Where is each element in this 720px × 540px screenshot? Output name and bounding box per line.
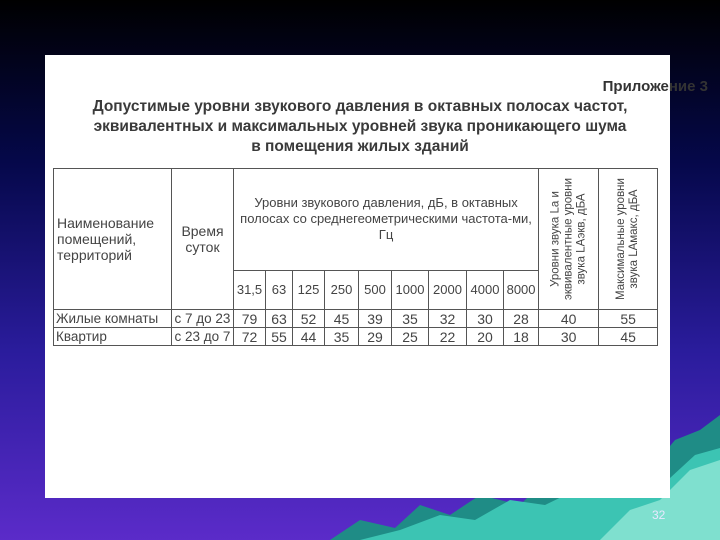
table-cell: 72 [234, 328, 266, 346]
table-cell-equiv: 30 [539, 328, 599, 346]
table-cell-equiv: 40 [539, 310, 599, 328]
header-max-level [599, 169, 658, 310]
table-cell: 30 [467, 310, 504, 328]
header-room-name: Наименование помещений, территорий [54, 169, 172, 310]
row-time: с 23 до 7 [172, 328, 234, 346]
header-row [54, 169, 658, 271]
table-cell: 39 [359, 310, 392, 328]
table-cell: 22 [429, 328, 467, 346]
noise-norms-table [53, 168, 658, 346]
title-line-1: Допустимые уровни звукового давления в октавных полосах частот, [92, 98, 628, 115]
freq-250: 250 [325, 270, 359, 309]
table-title [10, 97, 710, 157]
title-line-2: эквивалентных и максимальных уровней звука проникающего шума [93, 118, 627, 135]
freq-2000: 2000 [429, 270, 467, 309]
freq-8000: 8000 [504, 270, 539, 309]
table-cell: 29 [359, 328, 392, 346]
table-cell-max: 55 [599, 310, 658, 328]
freq-63: 63 [266, 270, 293, 309]
table-cell: 18 [504, 328, 539, 346]
row-time: с 7 до 23 [172, 310, 234, 328]
table-cell: 35 [392, 310, 429, 328]
table-cell: 35 [325, 328, 359, 346]
table-cell: 55 [266, 328, 293, 346]
table-cell: 63 [266, 310, 293, 328]
freq-4000: 4000 [467, 270, 504, 309]
appendix-label: Приложение 3 [602, 78, 708, 95]
title-line-3: в помещения жилых зданий [251, 138, 469, 155]
freq-125: 125 [293, 270, 325, 309]
freq-500: 500 [359, 270, 392, 309]
table-cell: 25 [392, 328, 429, 346]
table-cell: 45 [325, 310, 359, 328]
table-cell: 44 [293, 328, 325, 346]
row-room: Квартир [54, 328, 172, 346]
header-equivalent-level [539, 169, 599, 310]
table-cell: 52 [293, 310, 325, 328]
header-time-of-day: Время суток [172, 169, 234, 310]
table-cell: 32 [429, 310, 467, 328]
table-cell: 79 [234, 310, 266, 328]
row-room: Жилые комнаты [54, 310, 172, 328]
freq-31-5: 31,5 [234, 270, 266, 309]
table-row [54, 310, 658, 328]
table-cell: 20 [467, 328, 504, 346]
page-number: 32 [652, 508, 666, 522]
table-row [54, 328, 658, 346]
header-max-level-text: Максимальные уровни звука LАмакс, дБА [615, 178, 641, 300]
table-cell-max: 45 [599, 328, 658, 346]
header-equivalent-level-text: Уровни звука Lа и эквивалентные уровни звука LАэкв, дБА [549, 177, 588, 301]
freq-1000: 1000 [392, 270, 429, 309]
header-sound-pressure: Уровни звукового давления, дБ, в октавных полосах со среднегеометрическими частота-ми, Гц [234, 169, 539, 271]
table-cell: 28 [504, 310, 539, 328]
